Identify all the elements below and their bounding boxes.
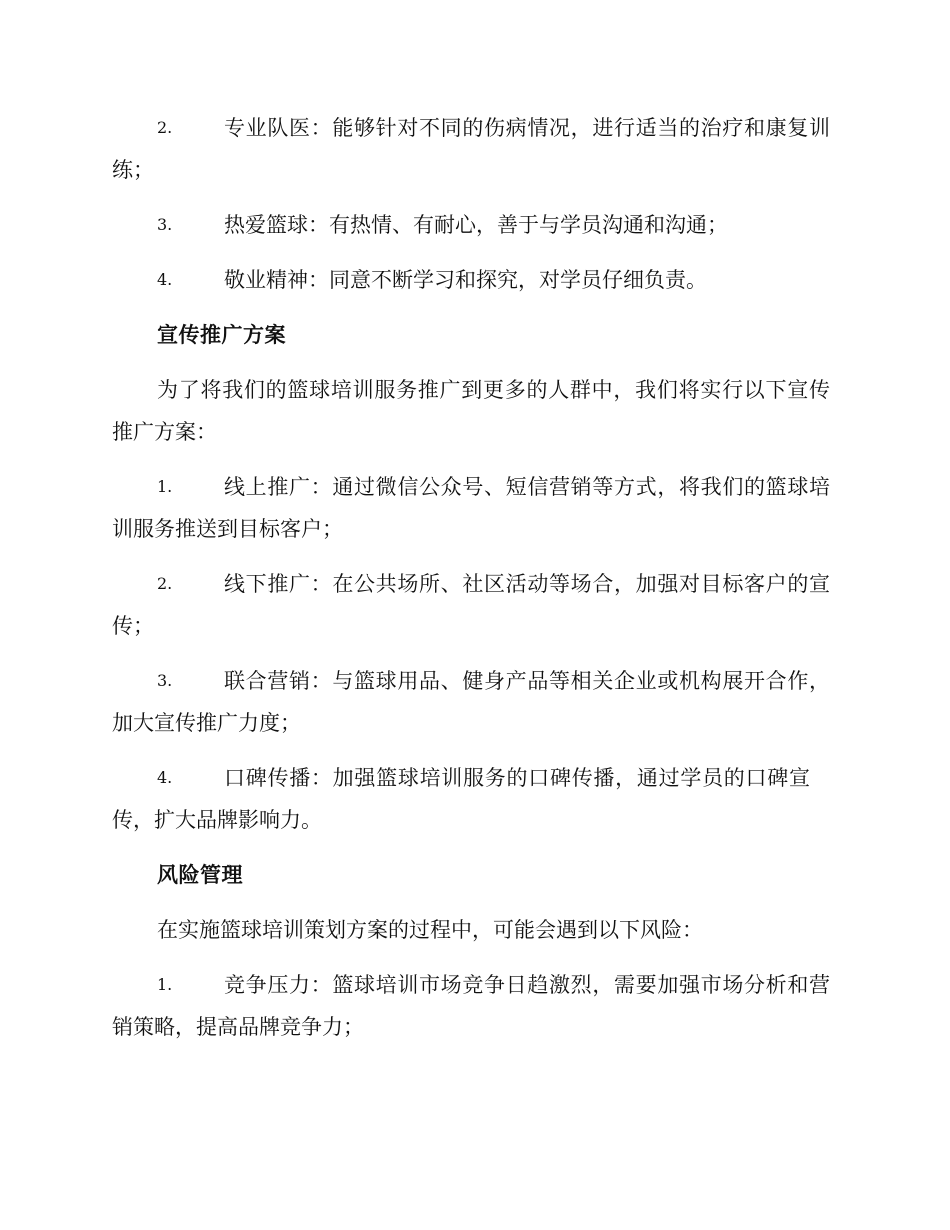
list-number: 4. — [157, 768, 173, 787]
list-item-continuation: 传； — [112, 614, 154, 638]
list-item-text: 联合营销：与篮球用品、健身产品等相关企业或机构展开合作， — [224, 669, 830, 693]
list-item-text: 线上推广：通过微信公众号、短信营销等方式，将我们的篮球培 — [224, 475, 830, 499]
section-heading: 宣传推广方案 — [157, 322, 286, 347]
list-number: 1. — [157, 975, 173, 994]
list-number: 2. — [157, 118, 173, 137]
list-item-text: 口碑传播：加强篮球培训服务的口碑传播，通过学员的口碑宣 — [224, 766, 810, 790]
list-item-continuation: 练； — [112, 158, 154, 182]
list-number: 3. — [157, 215, 173, 234]
list-item-text: 敬业精神：同意不断学习和探究，对学员仔细负责。 — [224, 268, 707, 292]
section-heading: 风险管理 — [157, 862, 243, 887]
list-item-text: 线下推广：在公共场所、社区活动等场合，加强对目标客户的宣 — [224, 572, 830, 596]
list-number: 1. — [157, 477, 173, 496]
list-item-continuation: 传，扩大品牌影响力。 — [112, 808, 322, 832]
paragraph-text: 为了将我们的篮球培训服务推广到更多的人群中，我们将实行以下宣传 — [157, 378, 830, 402]
list-item-text: 热爱篮球：有热情、有耐心，善于与学员沟通和沟通； — [224, 213, 728, 237]
list-item-text: 专业队医：能够针对不同的伤病情况，进行适当的治疗和康复训 — [224, 116, 830, 140]
paragraph-text: 在实施篮球培训策划方案的过程中，可能会遇到以下风险： — [157, 918, 703, 942]
list-item-continuation: 销策略，提高品牌竞争力； — [112, 1015, 364, 1039]
list-item-continuation: 训服务推送到目标客户； — [112, 517, 343, 541]
list-item-continuation: 加大宣传推广力度； — [112, 711, 301, 735]
list-number: 3. — [157, 671, 173, 690]
list-item-text: 竞争压力：篮球培训市场竞争日趋激烈，需要加强市场分析和营 — [224, 973, 830, 997]
list-number: 4. — [157, 270, 173, 289]
list-number: 2. — [157, 574, 173, 593]
paragraph-text: 推广方案： — [112, 420, 217, 444]
